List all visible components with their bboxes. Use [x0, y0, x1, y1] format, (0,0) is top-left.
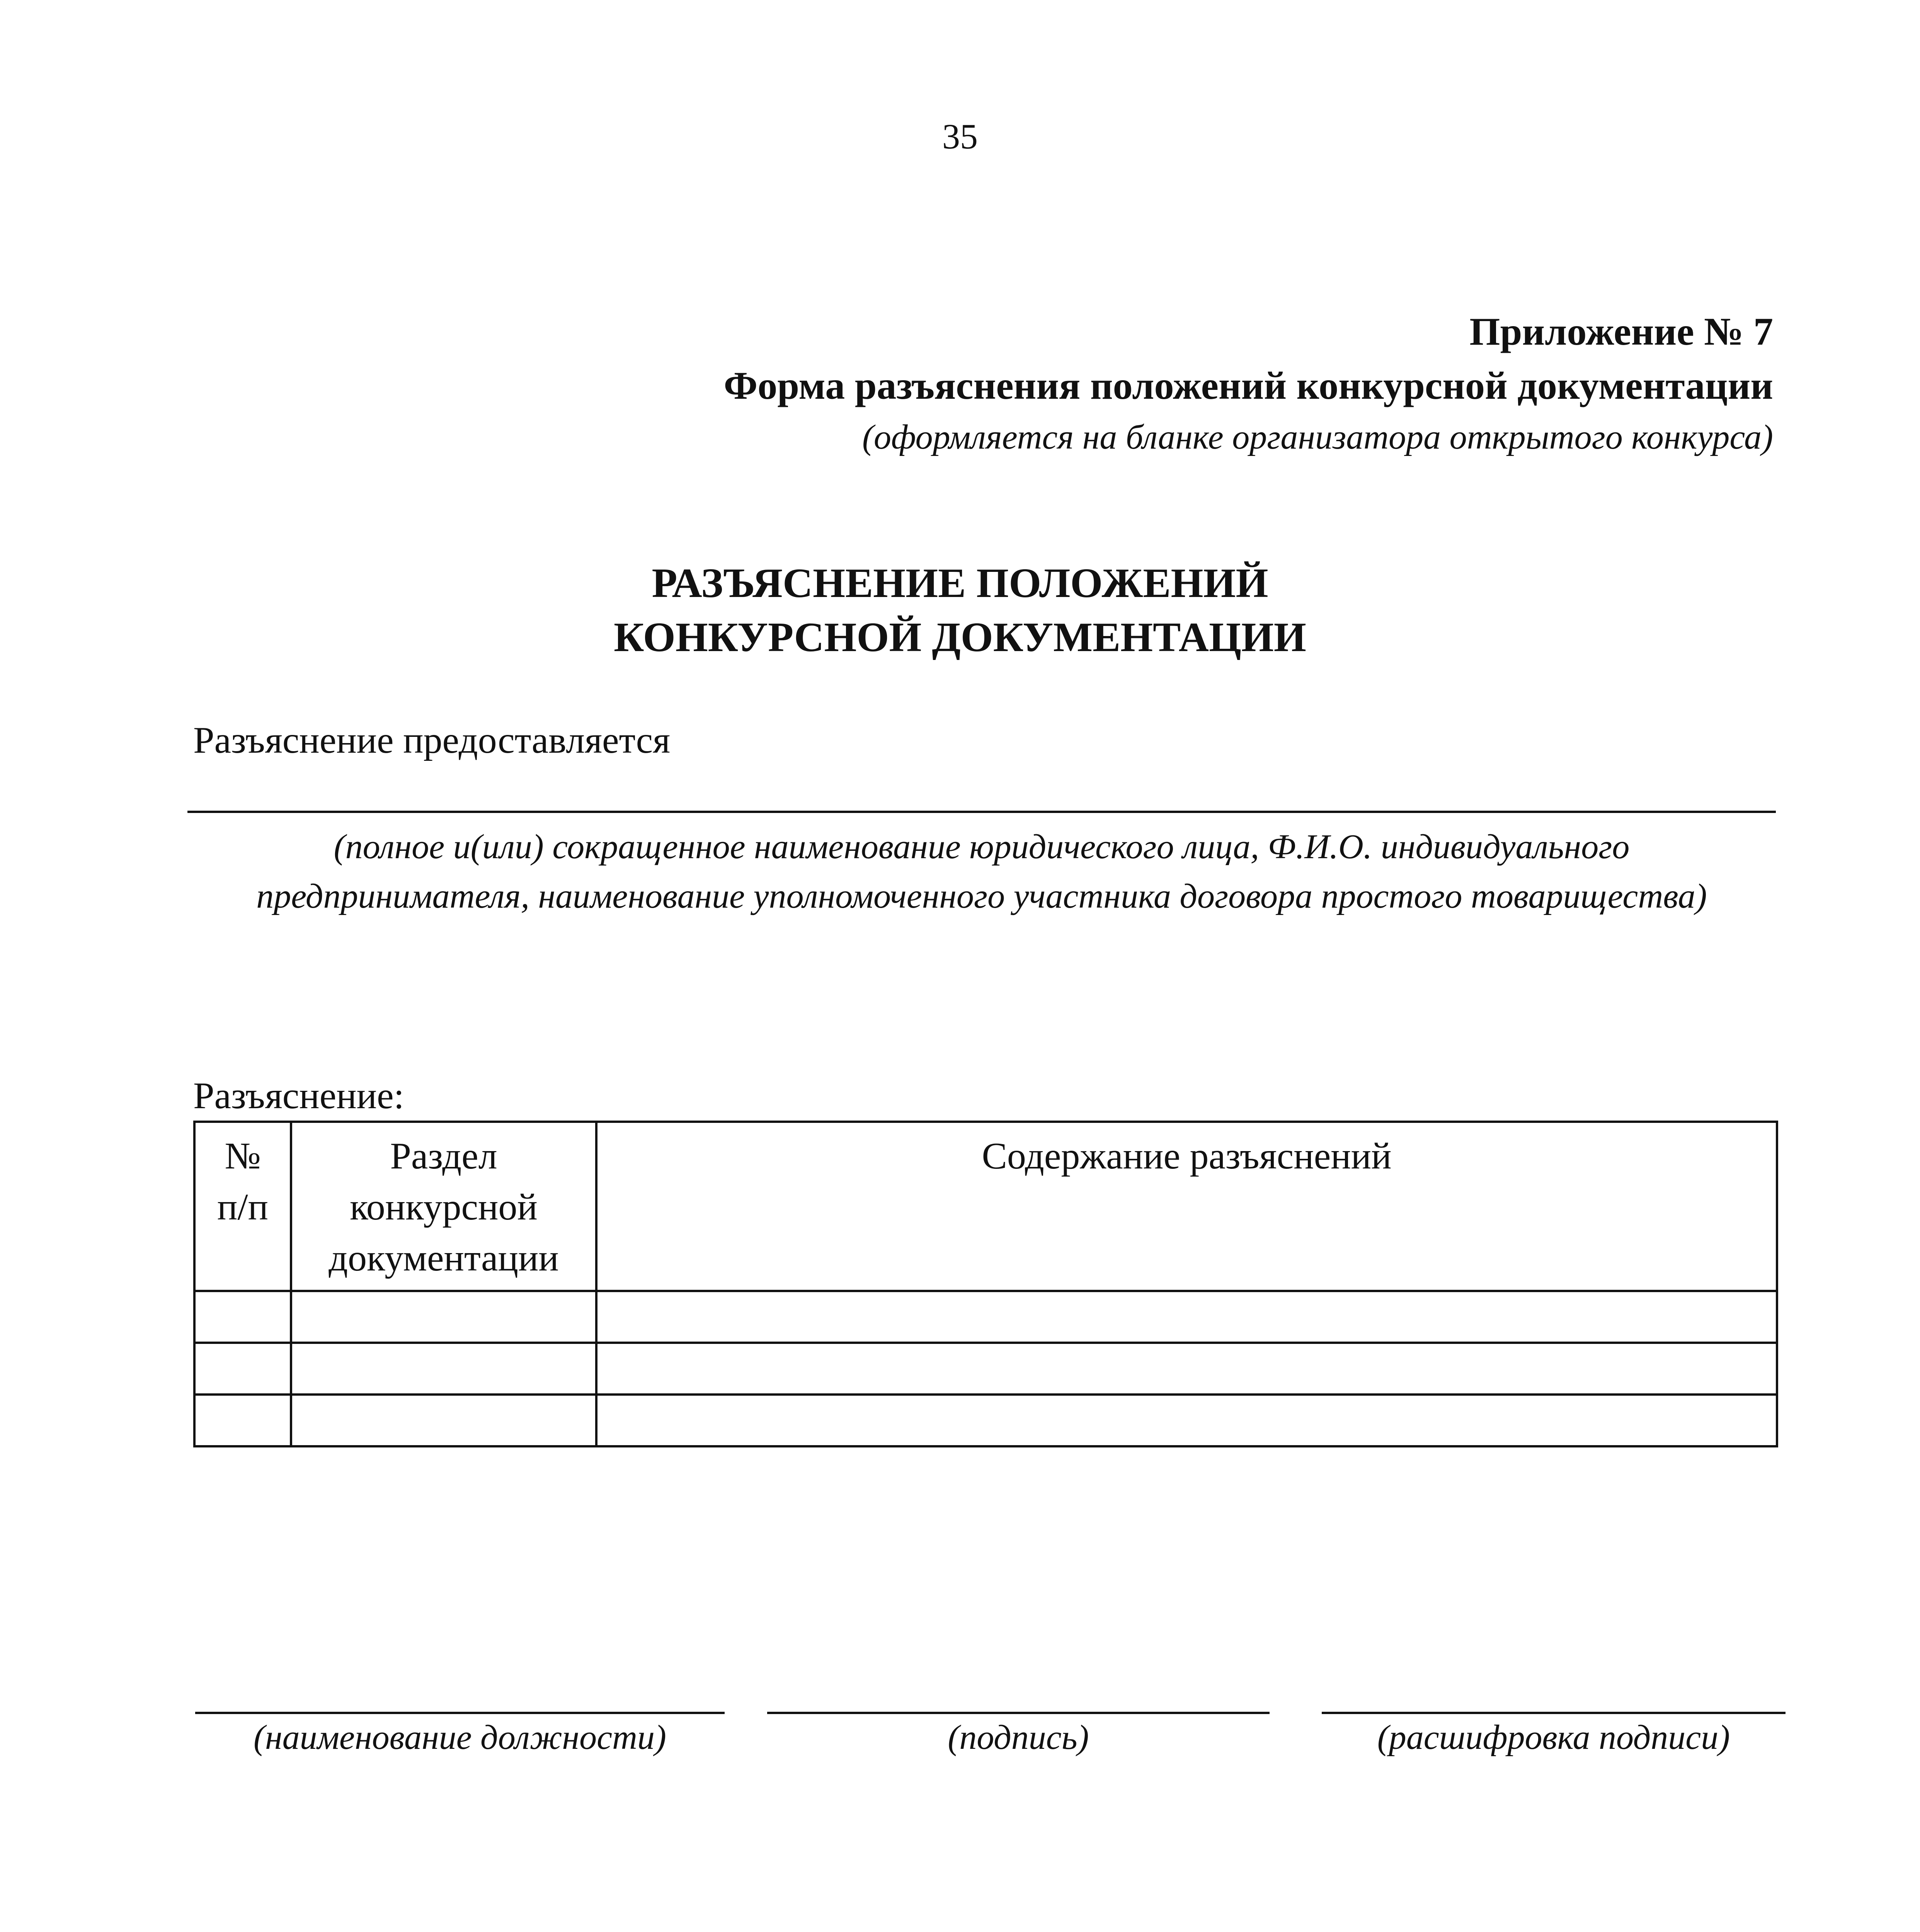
header-number-line-1: № — [225, 1135, 261, 1177]
form-note: (оформляется на бланке организатора открытого конкурса) — [862, 418, 1773, 456]
signature-line — [767, 1712, 1270, 1714]
table-row — [194, 1343, 1777, 1395]
clarification-table — [193, 1121, 1778, 1447]
cell-section[interactable] — [291, 1395, 596, 1446]
decoding-signature-line — [1322, 1712, 1786, 1714]
table-row — [194, 1291, 1777, 1343]
document-heading-line-1: РАЗЪЯСНЕНИЕ ПОЛОЖЕНИЙ — [652, 560, 1268, 606]
recipient-name-caption: (полное и(или) сокращенное наименование юридического лица, Ф.И.О. индивидуального предпринимателя, наименование уполномоченного участника договора простого товарищества) — [256, 828, 1707, 915]
form-title: Форма разъяснения положений конкурсной документации — [723, 364, 1773, 408]
cell-number[interactable] — [194, 1291, 291, 1343]
header-number — [194, 1122, 291, 1291]
explanation-label: Разъяснение: — [193, 1075, 404, 1117]
header-section — [291, 1122, 596, 1291]
document-heading — [0, 556, 1920, 665]
signature-caption: (подпись) — [948, 1718, 1089, 1757]
recipient-name-line — [187, 811, 1776, 813]
provided-to-label: Разъяснение предоставляется — [193, 719, 671, 761]
annex-title: Приложение № 7 — [1469, 310, 1773, 354]
position-signature-line — [195, 1712, 725, 1714]
cell-content[interactable] — [596, 1343, 1777, 1395]
cell-number[interactable] — [194, 1395, 291, 1446]
cell-number[interactable] — [194, 1343, 291, 1395]
document-heading-line-2: КОНКУРСНОЙ ДОКУМЕНТАЦИИ — [614, 614, 1306, 660]
header-content: Содержание разъяснений — [596, 1122, 1777, 1291]
table-header-row — [194, 1122, 1777, 1291]
position-caption: (наименование должности) — [253, 1718, 666, 1757]
cell-section[interactable] — [291, 1291, 596, 1343]
decoding-caption: (расшифровка подписи) — [1377, 1718, 1730, 1757]
page-number: 35 — [942, 117, 978, 156]
cell-section[interactable] — [291, 1343, 596, 1395]
header-section-line-2: конкурсной — [350, 1186, 538, 1228]
header-number-line-2: п/п — [217, 1186, 269, 1228]
table-row — [194, 1395, 1777, 1446]
header-section-line-3: документации — [329, 1237, 559, 1279]
cell-content[interactable] — [596, 1291, 1777, 1343]
cell-content[interactable] — [596, 1395, 1777, 1446]
header-section-line-1: Раздел — [390, 1135, 497, 1177]
